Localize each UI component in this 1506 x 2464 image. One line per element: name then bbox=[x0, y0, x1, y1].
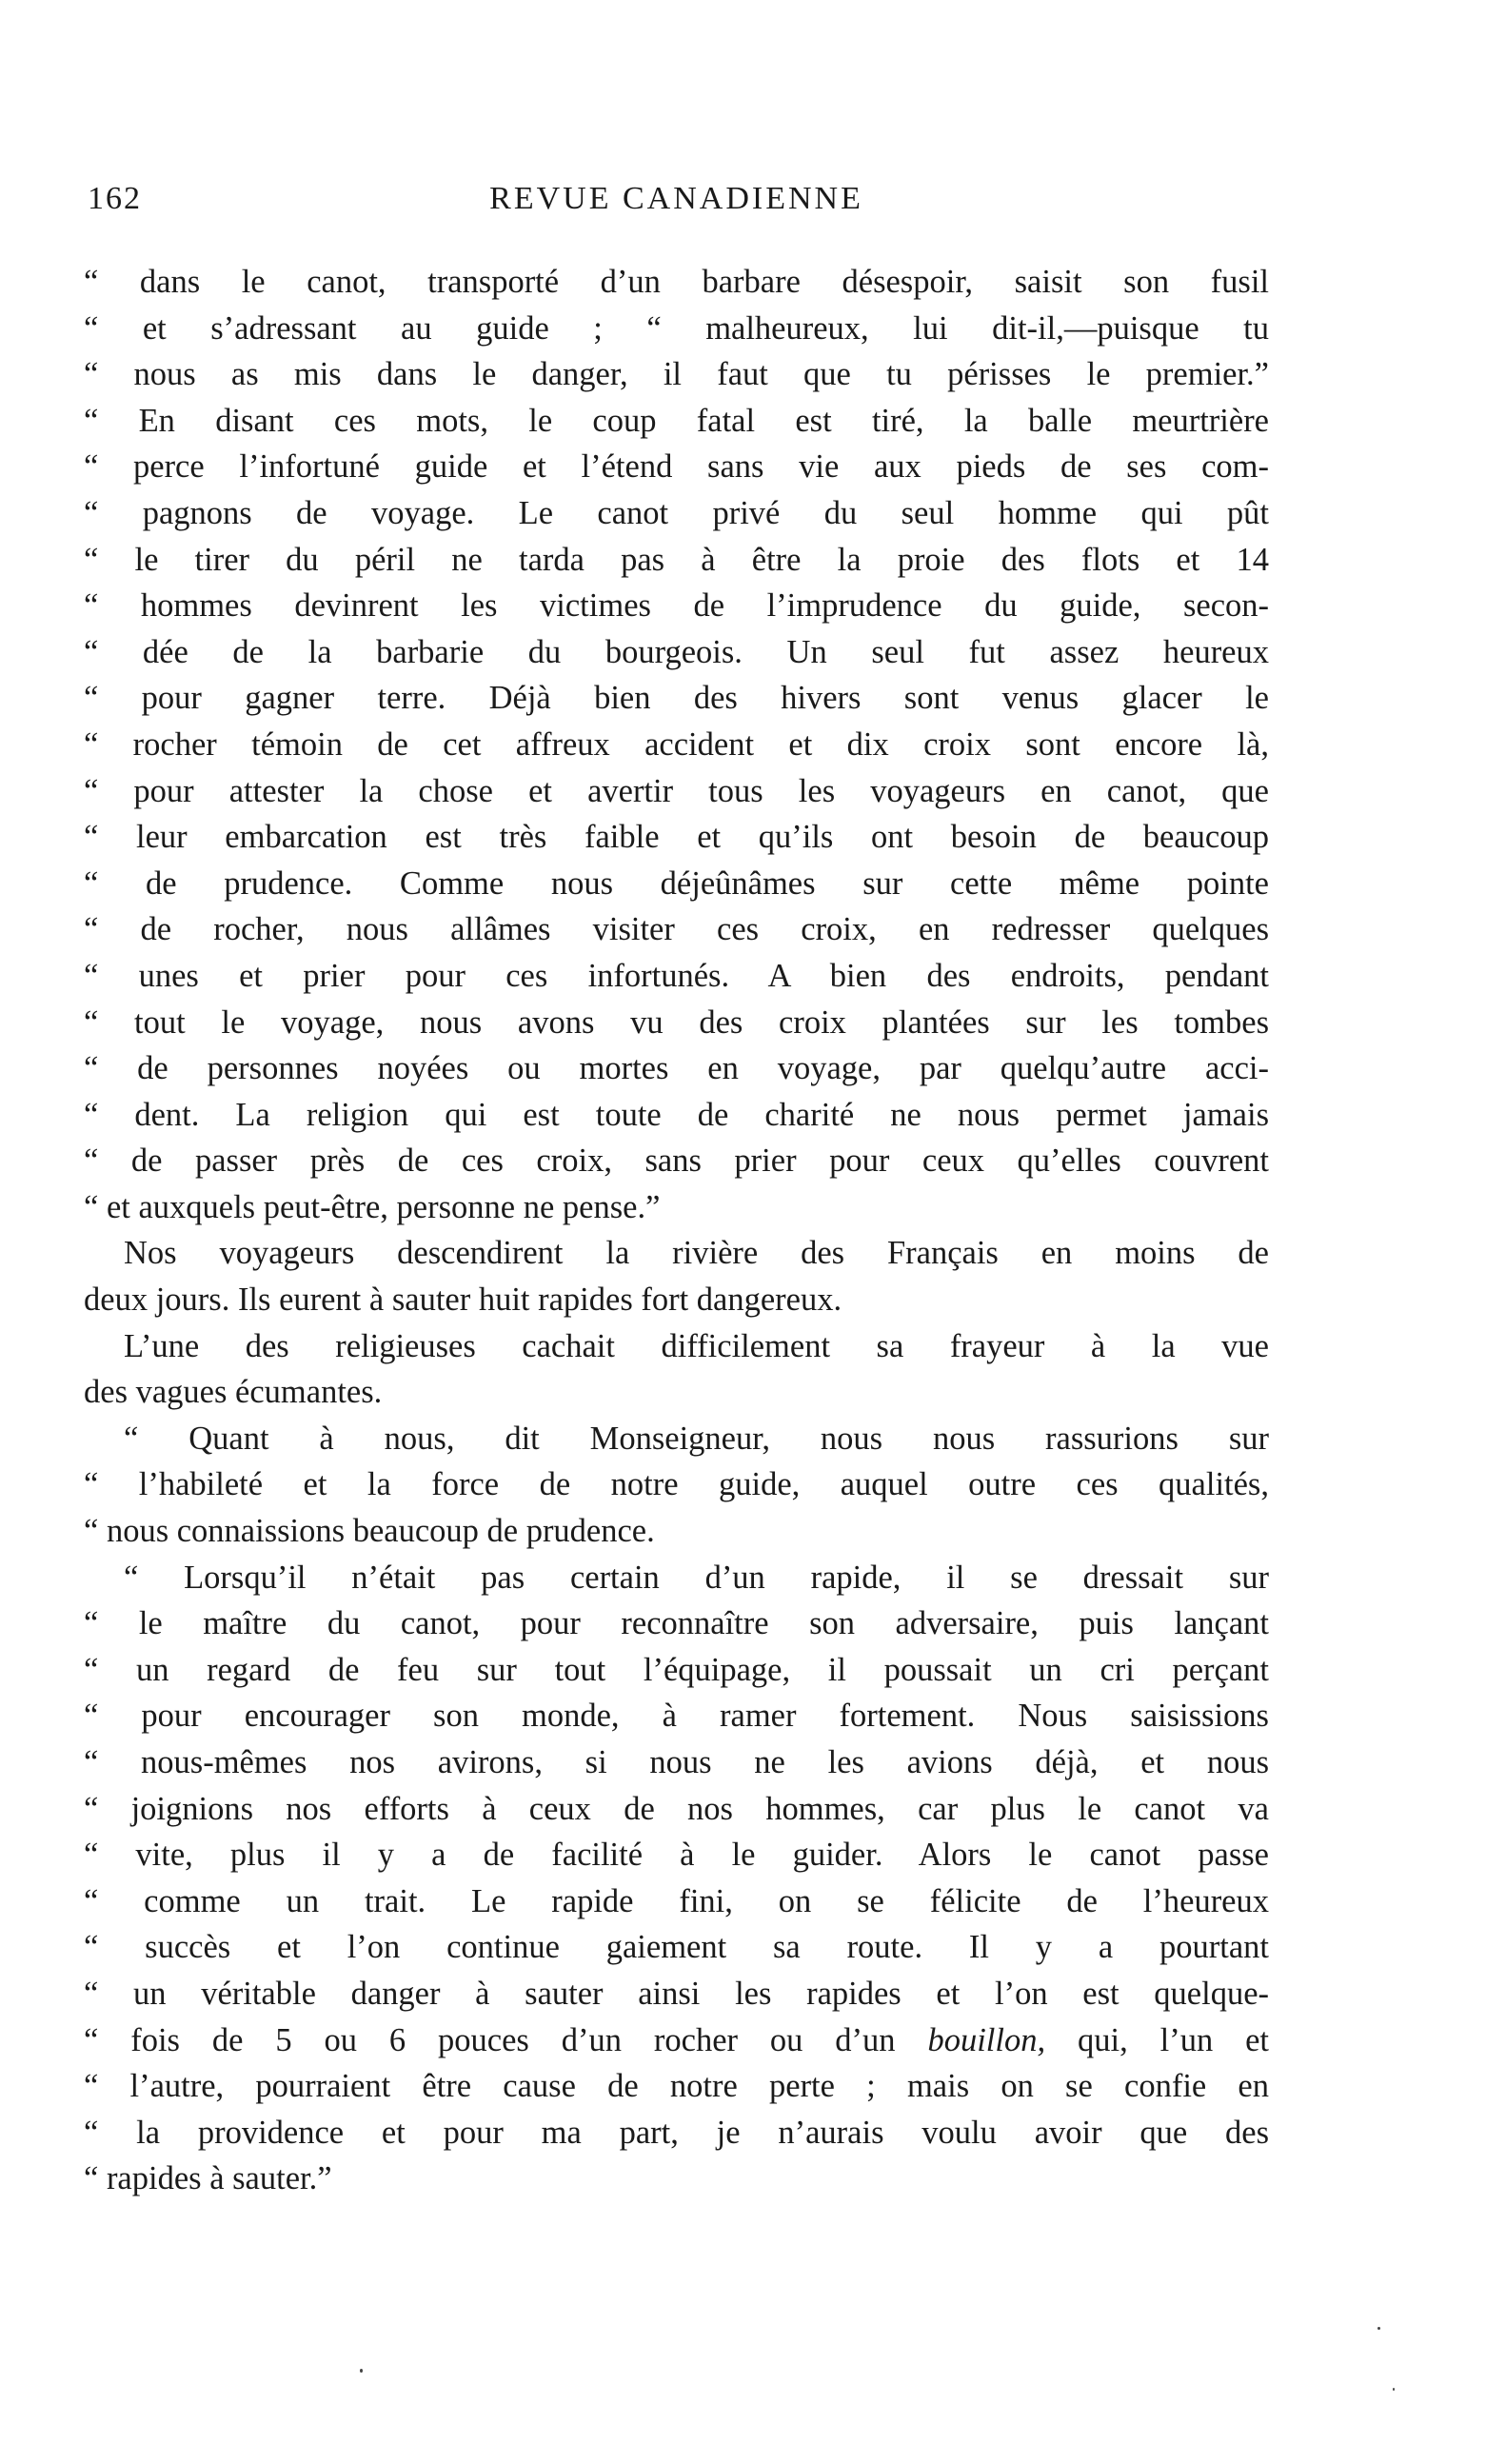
text-line: “ de personnes noyées ou mortes en voyage, par quelqu’autre acci- bbox=[84, 1050, 1269, 1087]
text-line: “ et auxquels peut-être, personne ne pense.” bbox=[84, 1188, 661, 1225]
text-line-with-italic bbox=[84, 2017, 1269, 2064]
text-line: “ pour encourager son monde, à ramer fortement. Nous saisissions bbox=[84, 1698, 1269, 1735]
text-line: “ dans le canot, transporté d’un barbare désespoir, saisit son fusil bbox=[84, 264, 1269, 300]
text-line: “ comme un trait. Le rapide fini, on se félicite de l’heureux bbox=[84, 1882, 1269, 1919]
page-number: 162 bbox=[88, 181, 142, 216]
running-title: REVUE CANADIENNE bbox=[489, 181, 863, 216]
text-line: deux jours. Ils eurent à sauter huit rapides fort dangereux. bbox=[84, 1282, 842, 1319]
text-line: “ dée de la barbarie du bourgeois. Un seul fut assez heureux bbox=[84, 633, 1269, 670]
text-line: “ rocher témoin de cet affreux accident et dix croix sont encore là, bbox=[84, 725, 1269, 763]
text-line: “ de rocher, nous allâmes visiter ces croix, en redresser quelques bbox=[84, 911, 1269, 948]
text-line: “ perce l’infortuné guide et l’étend sans vie aux pieds de ses com- bbox=[84, 448, 1269, 486]
text-line: “ dent. La religion qui est toute de charité ne nous permet jamais bbox=[84, 1096, 1269, 1133]
text-line: “ pagnons de voyage. Le canot privé du seul homme qui pût bbox=[84, 494, 1269, 531]
text-line-start: “ fois de 5 ou 6 pouces d’un rocher ou d’un bbox=[84, 2021, 896, 2058]
text-line: “ leur embarcation est très faible et qu’ils ont besoin de beaucoup bbox=[84, 819, 1269, 856]
text-line: “ pour gagner terre. Déjà bien des hivers sont venus glacer le bbox=[84, 680, 1269, 717]
text-line: “ vite, plus il y a de facilité à le guider. Alors le canot passe bbox=[84, 1837, 1269, 1874]
text-line: “ succès et l’on continue gaiement sa route. Il y a pourtant bbox=[84, 1929, 1269, 1966]
italic-word: bouillon, bbox=[927, 2021, 1046, 2058]
text-line: Nos voyageurs descendirent la rivière des Français en moins de bbox=[124, 1235, 1269, 1272]
text-line: “ Quant à nous, dit Monseigneur, nous nous rassurions sur bbox=[124, 1420, 1269, 1457]
text-line: “ de prudence. Comme nous déjeûnâmes sur cette même pointe bbox=[84, 864, 1269, 902]
text-line: “ Lorsqu’il n’était pas certain d’un rapide, il se dressait sur bbox=[124, 1559, 1269, 1596]
text-line: “ rapides à sauter.” bbox=[84, 2160, 332, 2197]
text-line: “ joignions nos efforts à ceux de nos hommes, car plus le canot va bbox=[84, 1790, 1269, 1827]
text-line: “ nous-mêmes nos avirons, si nous ne les avions déjà, et nous bbox=[84, 1744, 1269, 1780]
page-header bbox=[84, 181, 1269, 229]
text-line: des vagues écumantes. bbox=[84, 1374, 383, 1411]
text-line: “ un véritable danger à sauter ainsi les rapides et l’on est quelque- bbox=[84, 1975, 1269, 2012]
text-line-end: qui, l’un et bbox=[1045, 2021, 1269, 2058]
text-line: “ unes et prier pour ces infortunés. A bien des endroits, pendant bbox=[84, 957, 1269, 994]
text-line: “ l’autre, pourraient être cause de notre perte ; mais on se confie en bbox=[84, 2068, 1269, 2105]
text-line: “ de passer près de ces croix, sans prier pour ceux qu’elles couvrent bbox=[84, 1143, 1269, 1180]
text-line: “ En disant ces mots, le coup fatal est tiré, la balle meurtrière bbox=[84, 402, 1269, 439]
scan-speck bbox=[360, 2369, 363, 2373]
text-line: “ l’habileté et la force de notre guide, auquel outre ces qualités, bbox=[84, 1466, 1269, 1503]
scan-speck bbox=[1393, 2388, 1395, 2391]
text-line: “ hommes devinrent les victimes de l’imprudence du guide, secon- bbox=[84, 587, 1269, 625]
text-line: “ un regard de feu sur tout l’équipage, il poussait un cri perçant bbox=[84, 1651, 1269, 1688]
text-line: “ tout le voyage, nous avons vu des croix plantées sur les tombes bbox=[84, 1003, 1269, 1041]
text-line: “ la providence et pour ma part, je n’aurais voulu avoir que des bbox=[84, 2114, 1269, 2151]
body-text bbox=[84, 259, 1269, 2202]
text-line: “ nous as mis dans le danger, il faut que tu périsses le premier.” bbox=[84, 356, 1269, 393]
text-line: “ le maître du canot, pour reconnaître son adversaire, puis lançant bbox=[84, 1605, 1269, 1642]
text-line: “ et s’adressant au guide ; “ malheureux, lui dit-il,—puisque tu bbox=[84, 309, 1269, 347]
text-line: “ le tirer du péril ne tarda pas à être la proie des flots et 14 bbox=[84, 541, 1269, 578]
text-line: L’une des religieuses cachait difficilement sa frayeur à la vue bbox=[124, 1327, 1269, 1364]
text-line: “ nous connaissions beaucoup de prudence. bbox=[84, 1513, 655, 1550]
scan-speck bbox=[1377, 2327, 1380, 2330]
text-line: “ pour attester la chose et avertir tous les voyageurs en canot, que bbox=[84, 772, 1269, 809]
